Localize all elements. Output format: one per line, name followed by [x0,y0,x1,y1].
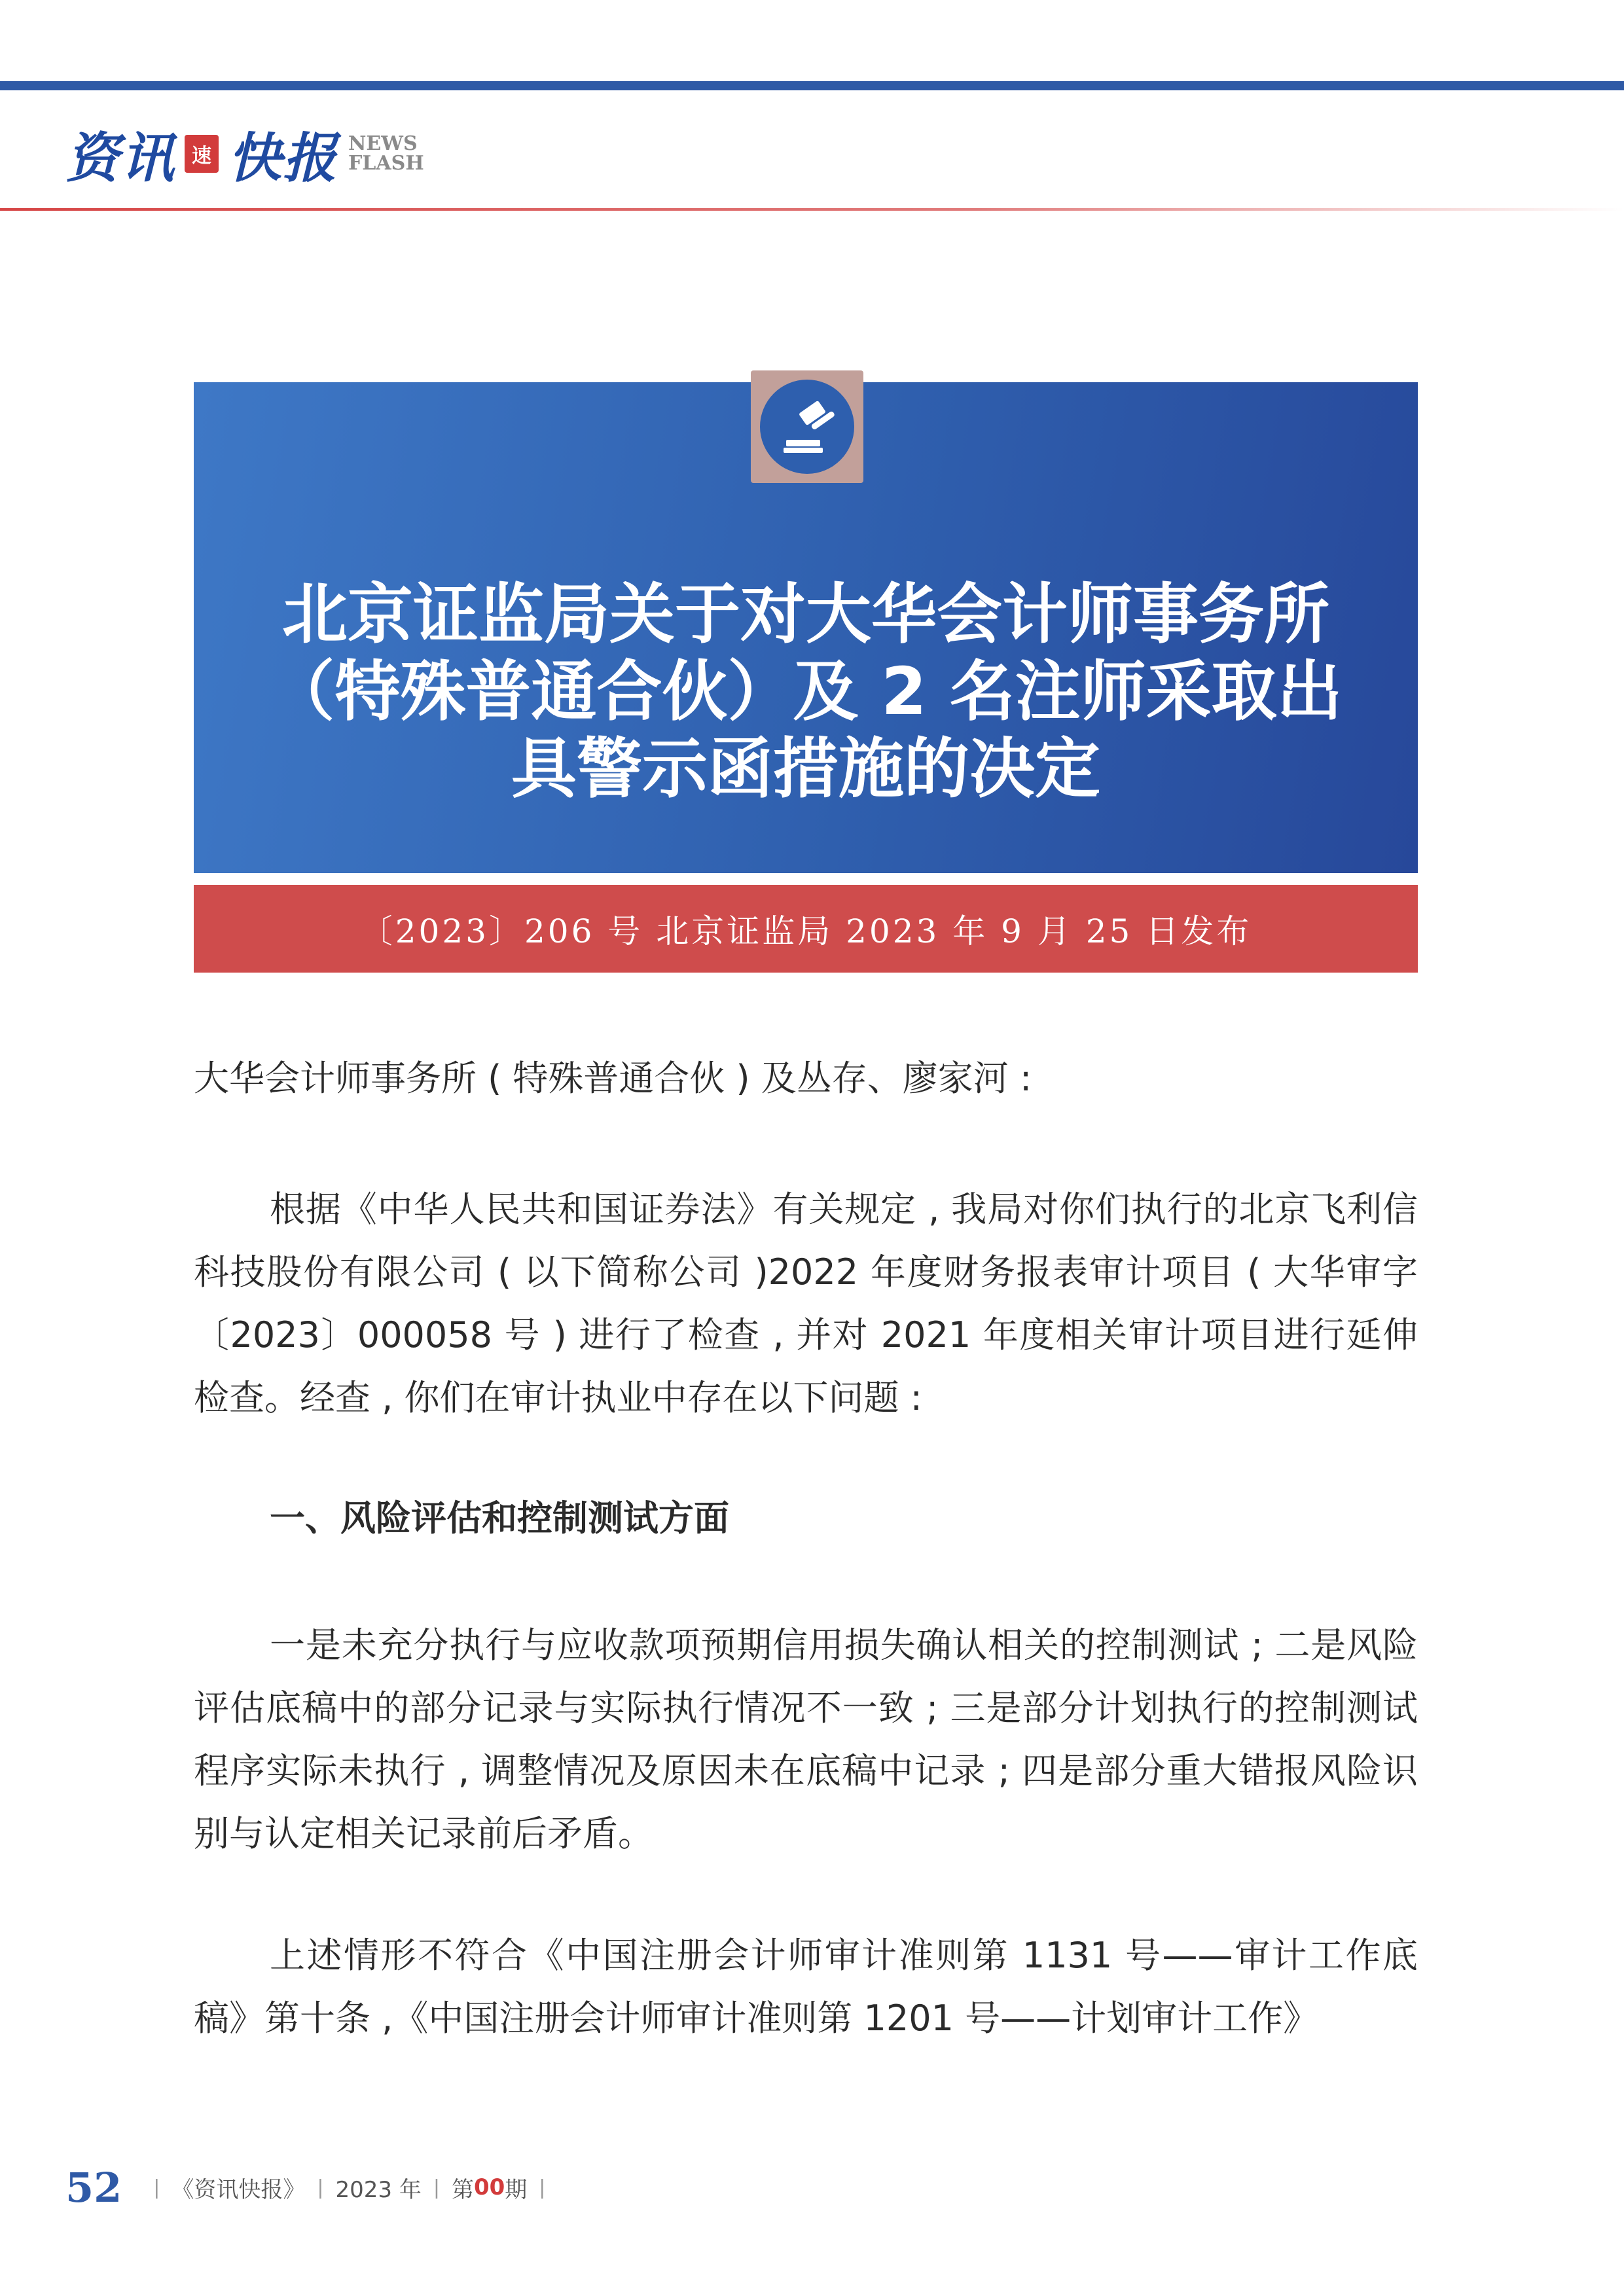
page-number: 52 [65,2163,122,2212]
footer-issue-suffix: 期 [505,2176,528,2203]
footer-divider: | [539,2176,546,2199]
footer-publication: 《资讯快报》 [171,2176,306,2203]
page-title [194,576,1418,808]
header-divider [0,208,1624,211]
masthead-news: NEWS [348,132,418,155]
footer-divider: | [317,2176,324,2199]
masthead-title-left: 资讯 [65,126,175,190]
footer-issue-prefix: 第 [451,2176,474,2203]
title-line-3: 具警示函措施的决定 [511,730,1100,807]
paragraph-2-block [194,1614,1418,1865]
page-footer [65,2161,557,2214]
paragraph-1-block [194,1178,1418,1429]
footer-year: 2023 年 [335,2176,422,2203]
seal-stamp-icon: 速 [185,135,219,173]
masthead-logo [65,118,424,190]
paragraph-3: 上述情形不符合《中国注册会计师审计准则第 1131 号——审计工作底稿》第十条 ,《中国注册会计师审计准则第 1201 号——计划审计工作》 [194,1935,1418,2039]
section-heading: 一、风险评估和控制测试方面 [270,1498,729,1539]
salutation: 大华会计师事务所 ( 特殊普通合伙 ) 及丛存、廖家河 : [194,1058,1032,1099]
masthead-title-right: 快报 [228,126,338,190]
paragraph-2: 一是未充分执行与应收款项预期信用损失确认相关的控制测试 ; 二是风险评估底稿中的部分记录与实际执行情况不一致 ; 三是部分计划执行的控制测试程序实际未执行 , 调整情况及原因未在底稿中记录 ; 四是部分重大错报风险识别与认定相关记录前后矛盾。 [194,1624,1418,1854]
paragraph-3-block [194,1924,1418,2050]
paragraph-1: 根据《中华人民共和国证券法》有关规定 , 我局对你们执行的北京飞利信科技股份有限公司 ( 以下简称公司 )2022 年度财务报表审计项目 ( 大华审字〔2023〕000058 号 ) 进行了检查 , 并对 2021 年度相关审计项目进行延伸检查。经查 , 你们在审计执业中存在以下问题 : [194,1189,1418,1418]
footer-divider: | [433,2176,440,2199]
footer-issue-number: 00 [473,2174,505,2200]
date-bar [194,885,1418,973]
salutation-block [194,1047,1418,1110]
masthead-flash: FLASH [348,152,424,175]
heading-block [194,1487,1418,1550]
gavel-icon [760,380,854,474]
footer-divider: | [153,2176,160,2199]
masthead-subtitle [348,134,424,173]
top-accent-bar [0,81,1624,90]
title-icon-badge [751,370,863,483]
title-line-2: （特殊普通合伙）及 2 名注师采取出 [269,653,1343,730]
title-line-1: 北京证监局关于对大华会计师事务所 [282,576,1329,653]
issue-date: 〔2023〕206 号 北京证监局 2023 年 9 月 25 日发布 [359,912,1252,950]
